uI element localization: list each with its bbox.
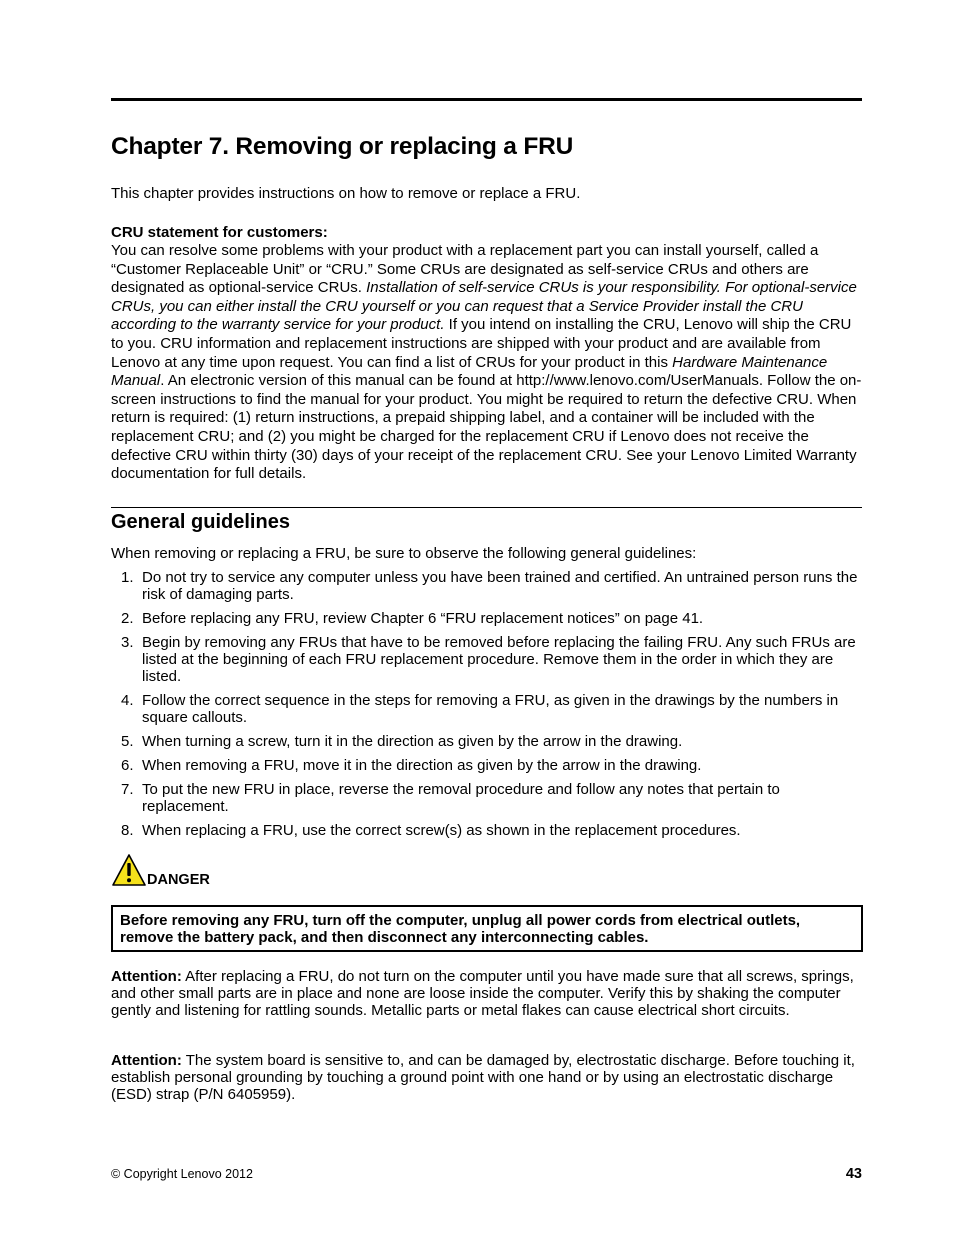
list-item-text: When removing a FRU, move it in the direction as given by the arrow in the drawing. (142, 757, 702, 774)
attention-text: After replacing a FRU, do not turn on the computer until you have made sure that all screws, springs, and other small parts are in place and none are loose inside the computer. Verify this by shaking the computer gently and listening for rattling sounds. Metallic parts or metal flakes can cause electrical short circuits. (111, 968, 854, 1019)
attention-text: The system board is sensitive to, and can be damaged by, electrostatic discharge. Before touching it, establish personal grounding by touching a ground point with one hand or by using an electrostatic discharge (ESD) strap (P/N 6405959). (111, 1052, 855, 1103)
list-item-number: 7. (121, 781, 134, 798)
cru-text-3: . An electronic version of this manual can be found at http://www.lenovo.com/UserManuals. Follow the on-screen instructions to find the manual for your product. You might be required to return the defective CRU. When return is required: (1) return instructions, a prepaid shipping label, and a container will be included with the replacement CRU; and (2) you might be charged for the replacement CRU if Lenovo does not receive the defective CRU within thirty (30) days of your receipt of the replacement CRU. See your Lenovo Limited Warranty documentation for full details. (111, 372, 862, 483)
cru-text-1: You can resolve some problems with your product with a replacement part you can install yourself, called a “Customer Replaceable Unit” or “CRU.” Some CRUs are designated as self-service CRUs and others are designated as optional-service CRUs. (111, 242, 819, 297)
list-item-text: Follow the correct sequence in the steps for removing a FRU, as given in the drawings by the numbers in square callouts. (142, 692, 839, 726)
copyright-footer: © Copyright Lenovo 2012 (111, 1167, 253, 1181)
cru-statement-title: CRU statement for customers: (111, 224, 328, 241)
list-item-number: 8. (121, 822, 134, 839)
attention-label: Attention: (111, 968, 182, 985)
section-rule (111, 507, 862, 508)
cru-italic-1: Installation of self-service CRUs is your responsibility. For optional-service CRUs, you can either install the CRU yourself or you can request that a Service Provider install the CRU according to the warranty service for your product. (111, 279, 857, 334)
list-item (111, 634, 863, 685)
list-item-number: 4. (121, 692, 134, 709)
guidelines-list (111, 569, 863, 846)
list-item-text: When replacing a FRU, use the correct screw(s) as shown in the replacement procedures. (142, 822, 741, 839)
list-item-text: To put the new FRU in place, reverse the removal procedure and follow any notes that pertain to replacement. (142, 781, 780, 815)
list-item (111, 822, 863, 839)
guidelines-intro: When removing or replacing a FRU, be sure to observe the following general guidelines: (111, 545, 697, 562)
list-item-text: When turning a screw, turn it in the direction as given by the arrow in the drawing. (142, 733, 683, 750)
top-rule (111, 98, 862, 101)
danger-box-text: Before removing any FRU, turn off the computer, unplug all power cords from electrical outlets, remove the battery pack, and then disconnect any interconnecting cables. (111, 905, 863, 952)
list-item-number: 6. (121, 757, 134, 774)
chapter-intro: This chapter provides instructions on how to remove or replace a FRU. (111, 185, 581, 202)
cru-text-2: If you intend on installing the CRU, Lenovo will ship the CRU to you. CRU information and replacement instructions are shipped with your product and are available from Lenovo at any time upon request. You can find a list of CRUs for your product in this (111, 316, 852, 371)
attention-paragraph-1 (111, 968, 863, 1019)
list-item (111, 781, 863, 815)
attention-label: Attention: (111, 1052, 182, 1069)
warning-triangle-icon (111, 853, 147, 887)
cru-statement-body (111, 242, 863, 484)
attention-paragraph-2 (111, 1052, 863, 1103)
section-title: General guidelines (111, 511, 290, 533)
list-item-number: 2. (121, 610, 134, 627)
list-item-text: Before replacing any FRU, review Chapter 6 “FRU replacement notices” on page 41. (142, 610, 704, 627)
list-item (111, 569, 863, 603)
danger-label: DANGER (147, 872, 210, 888)
page-number: 43 (845, 1166, 862, 1182)
chapter-title: Chapter 7. Removing or replacing a FRU (111, 133, 574, 160)
list-item-number: 5. (121, 733, 134, 750)
list-item-text: Do not try to service any computer unless you have been trained and certified. An untrained person runs the risk of damaging parts. (142, 569, 858, 603)
list-item-number: 1. (121, 569, 134, 586)
cru-manual-title: Hardware Maintenance Manual (111, 353, 828, 390)
list-item (111, 733, 863, 750)
list-item (111, 757, 863, 774)
list-item-text: Begin by removing any FRUs that have to be removed before replacing the failing FRU. Any such FRUs are listed at the beginning of each FRU replacement procedure. Remove them in the order in which they are listed. (142, 634, 856, 685)
list-item-number: 3. (121, 634, 134, 651)
list-item (111, 610, 863, 627)
list-item (111, 692, 863, 726)
